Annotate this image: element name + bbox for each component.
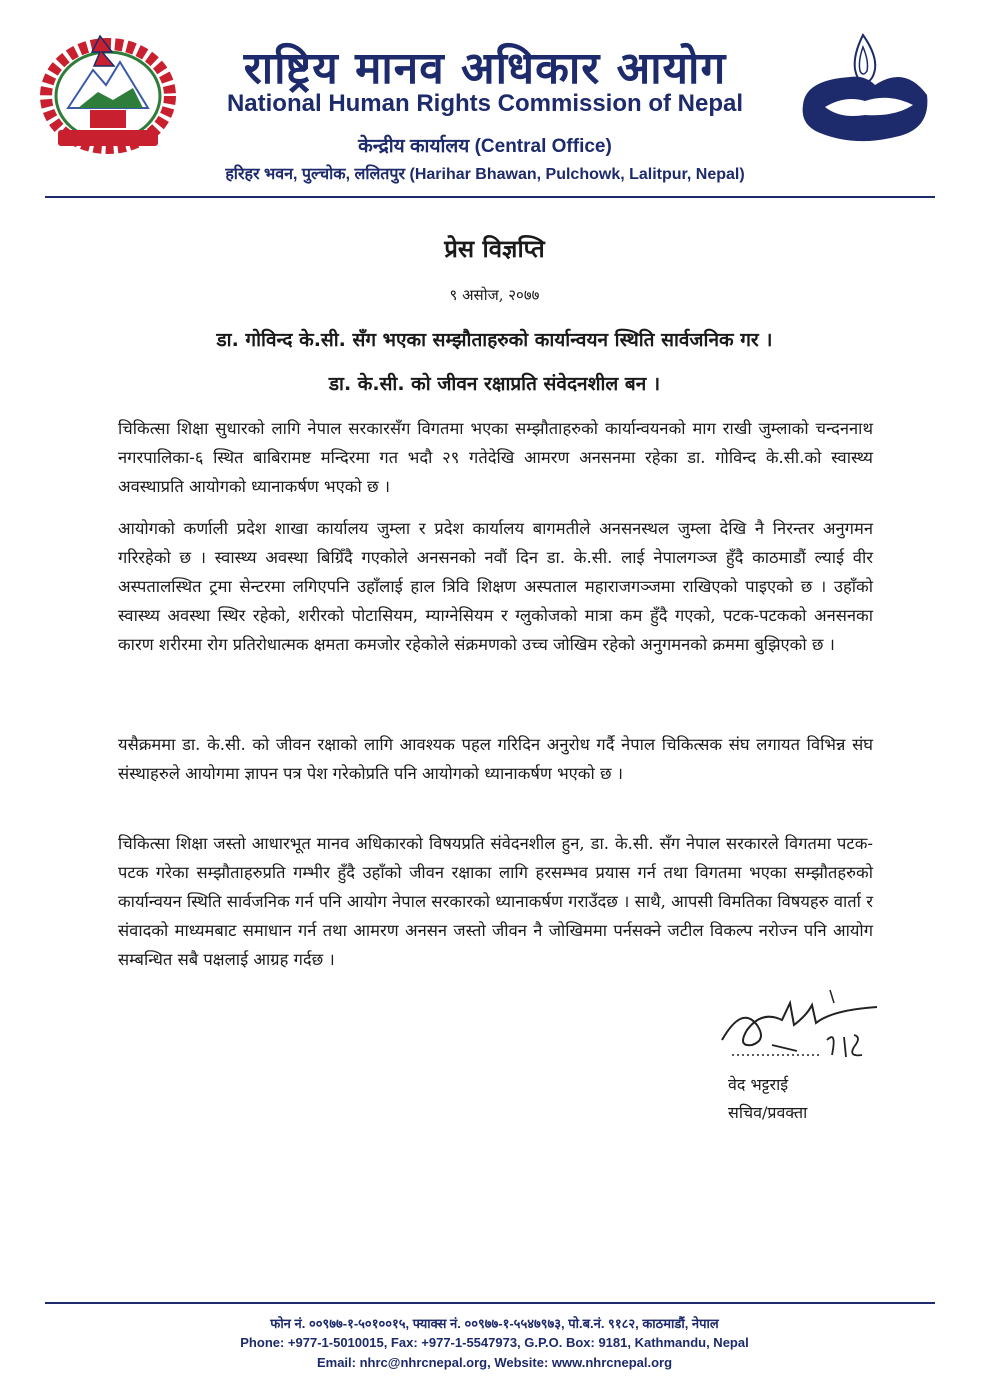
organization-name-nepali: राष्ट्रिय मानव अधिकार आयोग — [243, 43, 727, 94]
body-paragraph: चिकित्सा शिक्षा सुधारको लागि नेपाल सरकारसँग विगतमा भएका सम्झौताहरुको कार्यान्वयनको माग राखी जुम्लाको चन्दननाथ नगरपालिका-६ स्थित बाबिरामष्ट मन्दिरमा गत भदौ २९ गतेदेखि आमरण अनसनमा रहेका डा. गोविन्द के.सी.को स्वास्थ्य अवस्थाप्रति आयोगको ध्यानाकर्षण भएको छ । — [118, 419, 873, 496]
office-address: हरिहर भवन, पुल्चोक, ललितपुर (Harihar Bhawan, Pulchowk, Lalitpur, Nepal) — [225, 166, 745, 183]
body-paragraph: चिकित्सा शिक्षा जस्तो आधारभूत मानव अधिकारको विषयप्रति संवेदनशील हुन, डा. के.सी. सँग नेपाल सरकारले विगतमा पटक-पटक गरेका सम्झौताहरुप्रति गम्भीर हुँदै उहाँको जीवन रक्षाका लागि हरसम्भव प्रयास गर्न तथा विगतमा भएका सम्झौतहरुको कार्यान्वयन स्थिति सार्वजनिक गर्न पनि आयोग नेपाल सरकारको ध्यानाकर्षण गराउँदछ । साथै, आपसी विमतिका विषयहरु वार्ता र संवादको माध्यमबाट समाधान गर्न तथा आमरण अनसन जस्तो जीवन नै जोखिममा पर्नसक्ने जटील विकल्प नरोज्न पनि आयोग सम्बन्धित सबै पक्षलाई आग्रह गर्दछ । — [118, 834, 873, 969]
nhrc-logo-icon — [795, 25, 935, 150]
headline-secondary: डा. के.सी. को जीवन रक्षाप्रति संवेदनशील बन । — [328, 373, 661, 395]
nepal-emblem-icon — [38, 30, 178, 155]
organization-name-english: National Human Rights Commission of Nepal — [226, 90, 744, 117]
footer-divider — [45, 1302, 935, 1304]
body-paragraph: आयोगको कर्णाली प्रदेश शाखा कार्यालय जुम्ला र प्रदेश कार्यालय बागमतीले अनसनस्थल जुम्ला देखि नै निरन्तर अनुगमन गरिरहेको छ । स्वास्थ्य अवस्था बिग्रिँदै गएकोले अनसनको नवौं दिन डा. के.सी. लाई नेपालगञ्ज हुँदै काठमाडौं ल्याई वीर अस्पतालस्थित ट्रमा सेन्टरमा लगिएपनि उहाँलाई हाल त्रिवि शिक्षण अस्पताल महाराजगञ्जमा राखिएको पाइएको छ । उहाँको स्वास्थ्य अवस्था स्थिर रहेको, शरीरको पोटासियम, म्याग्नेसियम र ग्लुकोजको मात्रा कम हुँदै गएको, पटक-पटकको अनसनका कारण शरीरमा रोग प्रतिरोधात्मक क्षमता कमजोर रहेकोले संक्रमणको उच्च जोखिम रहेको अनुगमनको क्रममा बुझिएको छ । — [118, 519, 873, 654]
document-date: ९ असोज, २०७७ — [449, 286, 540, 304]
signer-title: सचिव/प्रवक्ता — [728, 1103, 808, 1122]
document-title: प्रेस विज्ञप्ति — [444, 235, 545, 263]
footer-contact-nepali: फोन नं. ००९७७-१-५०१००१५, फ्याक्स नं. ००९७७-१-५५४७९७३, पो.ब.नं. ९१८२, काठमाडौं, नेपाल — [270, 1316, 719, 1331]
headline-primary: डा. गोविन्द के.सी. सँग भएका सम्झौताहरुको कार्यान्वयन स्थिति सार्वजनिक गर । — [216, 329, 773, 351]
body-paragraph: यसैक्रममा डा. के.सी. को जीवन रक्षाको लागि आवश्यक पहल गरिदिन अनुरोध गर्दै नेपाल चिकित्सक संघ लगायत विभिन्न संघ संस्थाहरुले आयोगमा ज्ञापन पत्र पेश गरेकोप्रति पनि आयोगको ध्यानाकर्षण भएको छ । — [118, 735, 873, 783]
header-divider — [45, 196, 935, 198]
handwritten-signature-icon — [712, 985, 887, 1070]
office-label: केन्द्रीय कार्यालय (Central Office) — [358, 136, 612, 157]
signer-name: वेद भट्टराई — [728, 1075, 789, 1094]
footer-email-website: Email: nhrc@nhrcnepal.org, Website: www.nhrcnepal.org — [316, 1355, 673, 1370]
footer-contact-english: Phone: +977-1-5010015, Fax: +977-1-5547973, G.P.O. Box: 9181, Kathmandu, Nepal — [240, 1335, 749, 1350]
